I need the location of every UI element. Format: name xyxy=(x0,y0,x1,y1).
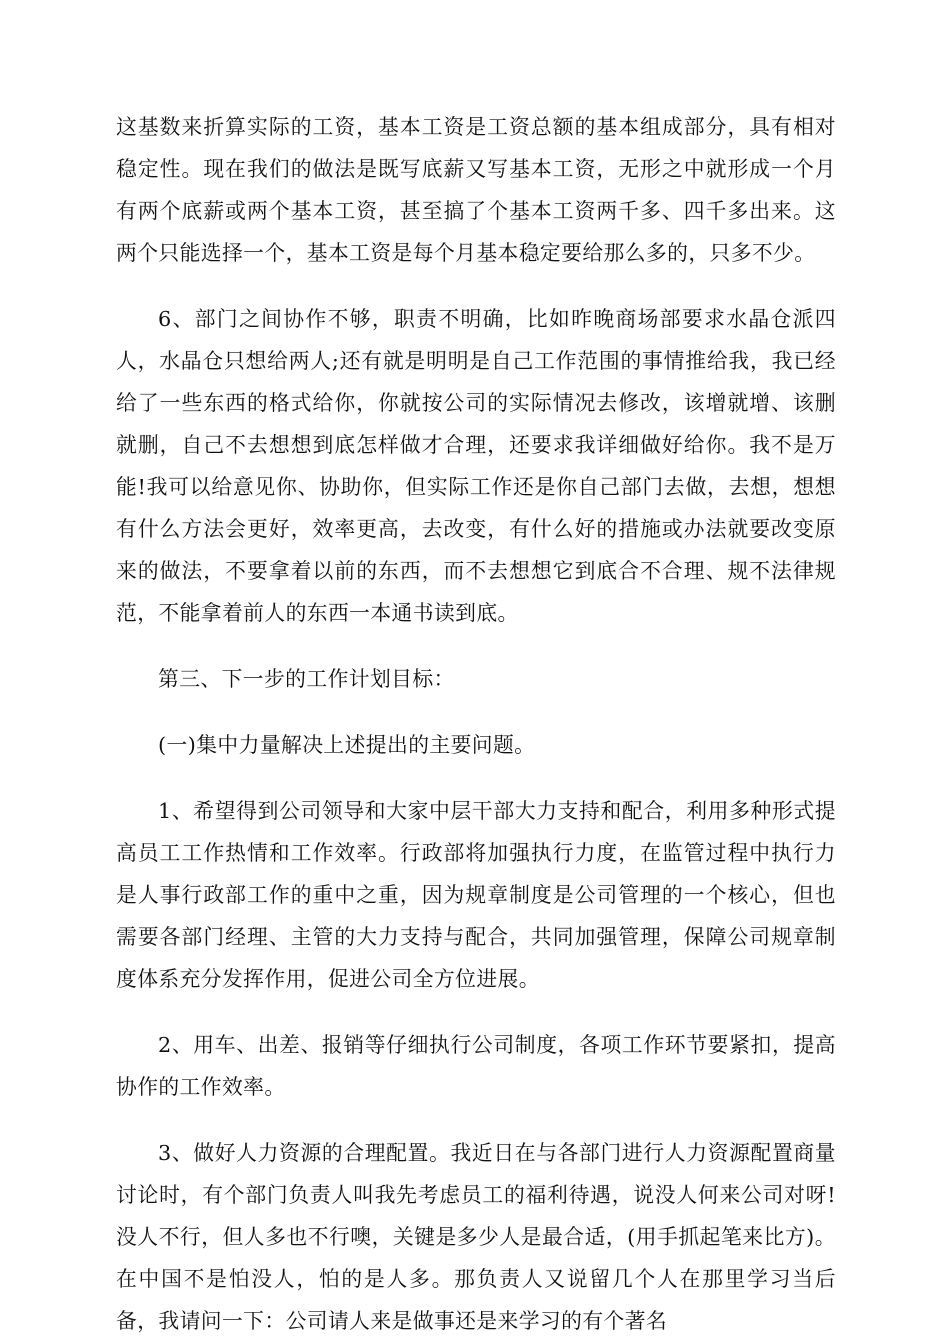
paragraph-item-6: 6、部门之间协作不够，职责不明确，比如昨晚商场部要求水晶仓派四人，水晶仓只想给两人;还有就是明明是自己工作范围的事情推给我，我已经给了一些东西的格式给你，你就按公司的实际情况去修改，该增就增、该删就删，自己不去想想到底怎样做才合理，还要求我详细做好给你。我不是万能!我可以给意见你、协助你，但实际工作还是你自己部门去做，去想，想想有什么方法会更好，效率更高，去改变，有什么好的措施或办法就要改变原来的做法，不要拿着以前的东西，而不去想想它到底合不合理、规不法律规范，不能拿着前人的东西一本通书读到底。 xyxy=(116,307,836,625)
paragraph-salary-continuation: 这基数来折算实际的工资，基本工资是工资总额的基本组成部分，具有相对稳定性。现在我们的做法是既写底薪又写基本工资，无形之中就形成一个月有两个底薪或两个基本工资，甚至搞了个基本工资两千多、四千多出来。这两个只能选择一个，基本工资是每个月基本稳定要给那么多的，只多不少。 xyxy=(116,115,836,265)
paragraph-item-1: 1、希望得到公司领导和大家中层干部大力支持和配合，利用多种形式提高员工工作热情和工作效率。行政部将加强执行力度，在监管过程中执行力是人事行政部工作的重中之重，因为规章制度是公司管理的一个核心，但也需要各部门经理、主管的大力支持与配合，共同加强管理，保障公司规章制度体系充分发挥作用，促进公司全方位进展。 xyxy=(116,799,836,991)
paragraph-item-2: 2、用车、出差、报销等仔细执行公司制度，各项工作环节要紧扣，提高协作的工作效率。 xyxy=(116,1033,836,1099)
section-heading-third: 第三、下一步的工作计划目标： xyxy=(158,667,455,691)
paragraph-item-3: 3、做好人力资源的合理配置。我近日在与各部门进行人力资源配置商量讨论时，有个部门负责人叫我先考虑员工的福利待遇，说没人何来公司对呀!没人不行，但人多也不行噢，关键是多少人是最合适，(用手抓起笔来比方)。在中国不是怕没人，怕的是人多。那负责人又说留几个人在那里学习当后备，我请问一下：公司请人来是做事还是来学习的有个著名 xyxy=(116,1141,836,1333)
subsection-heading-one: (一)集中力量解决上述提出的主要问题。 xyxy=(158,733,536,757)
